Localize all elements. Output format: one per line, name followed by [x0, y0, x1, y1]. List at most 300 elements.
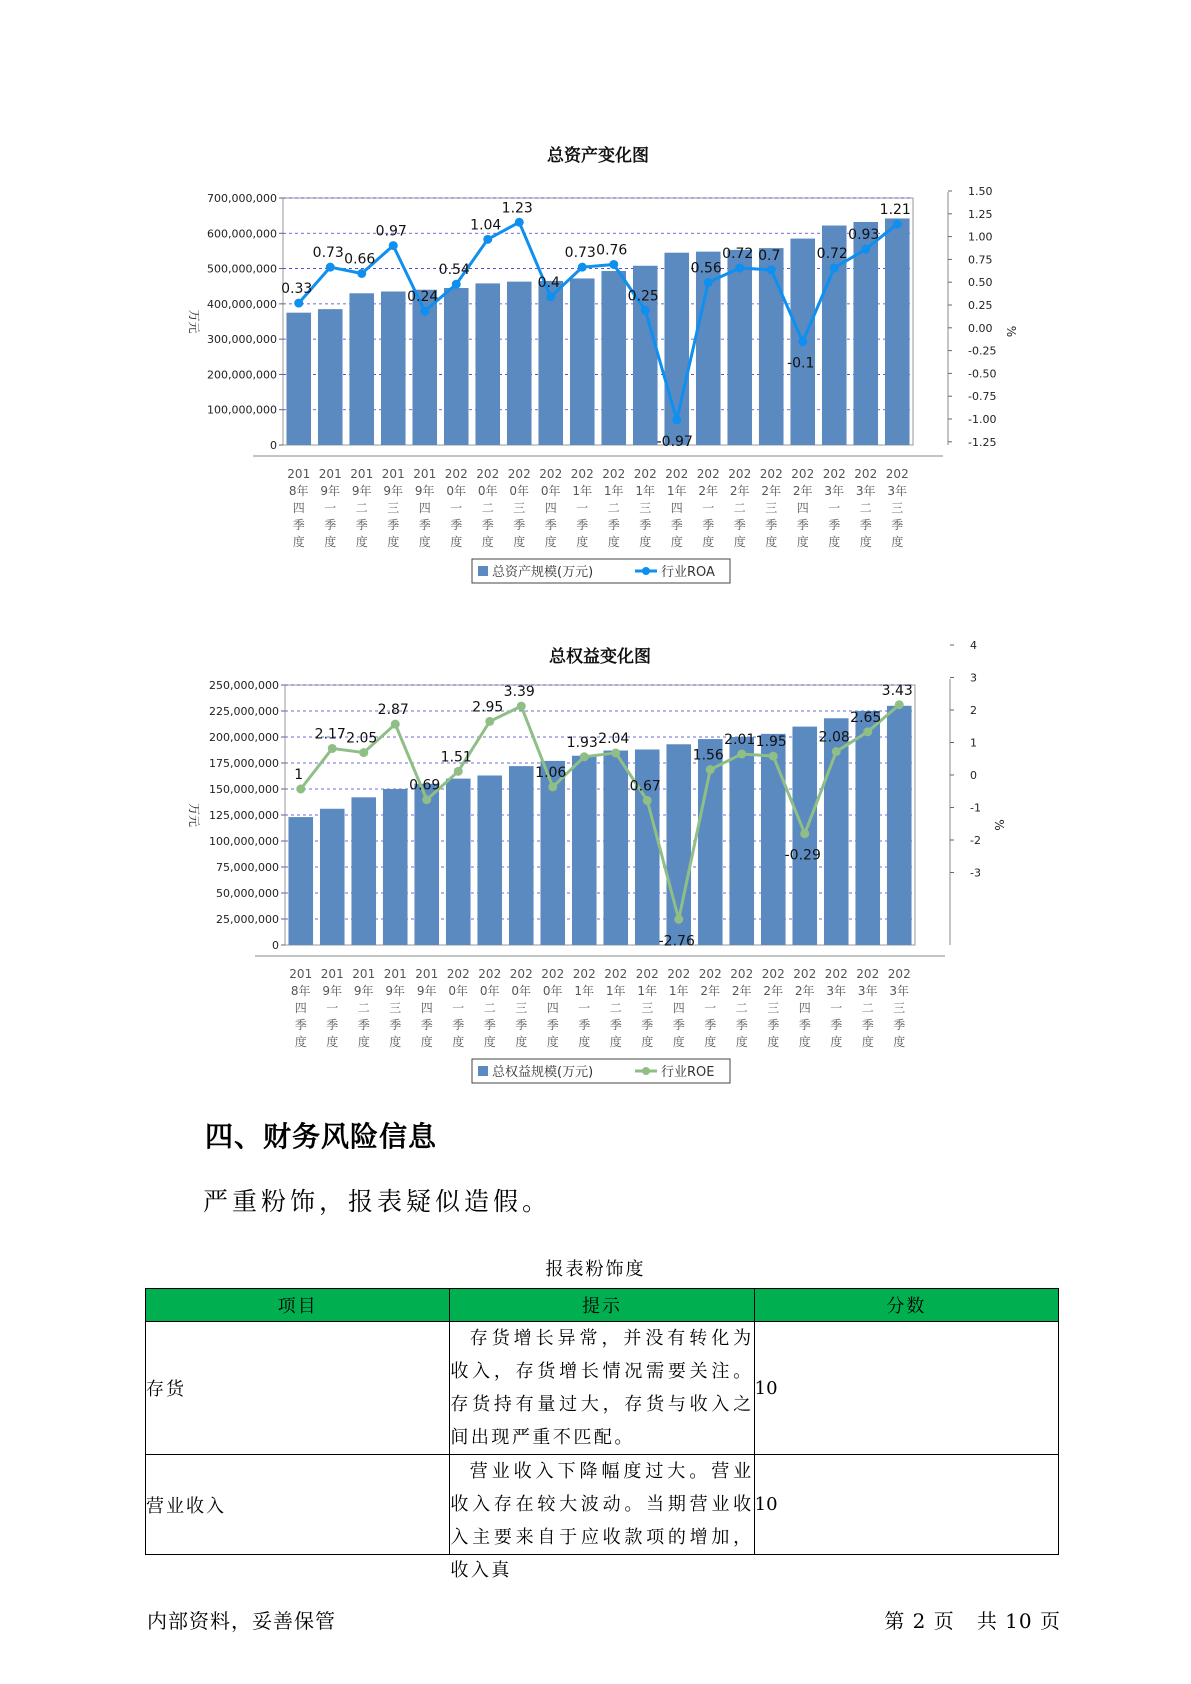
data-label: 0.93 [848, 227, 880, 244]
x-tick-label-line: 9年 [385, 984, 406, 998]
x-tick-label-line: 2年 [763, 984, 784, 998]
data-label: 1.23 [501, 200, 533, 217]
x-tick-label-line: 202 [730, 967, 754, 981]
x-tick-label-line: 季 [704, 1018, 717, 1032]
table-row [146, 1322, 1059, 1455]
x-tick-label [382, 467, 405, 549]
series-point [769, 752, 778, 761]
x-tick-label-line: 201 [289, 967, 313, 981]
data-label: 0.24 [407, 289, 439, 306]
bar [318, 309, 343, 445]
series-point [515, 218, 524, 227]
bar [477, 775, 502, 945]
x-tick-label [825, 967, 848, 1049]
x-tick-label-line: 度 [450, 535, 463, 549]
data-label: 3.39 [503, 684, 535, 701]
x-tick-label-line: 度 [576, 535, 589, 549]
x-tick-label-line: 季 [481, 518, 494, 532]
data-label: 1.56 [692, 747, 724, 764]
x-tick-label [571, 467, 594, 549]
x-tick-label-line: 1年 [572, 484, 593, 498]
footer-page-number: 第 2 页 共 10 页 [884, 1609, 1061, 1633]
x-tick-label-line: 季 [450, 518, 463, 532]
x-tick-label-line: 度 [641, 1035, 654, 1049]
x-tick-label-line: 季 [546, 1018, 559, 1032]
x-tick-label-line: 202 [507, 467, 531, 481]
x-tick-label [478, 967, 501, 1049]
right-tick-label: 0 [970, 769, 977, 782]
bar [572, 756, 597, 945]
series-point [517, 702, 526, 711]
x-tick-label-line: 度 [515, 1035, 528, 1049]
x-tick-label-line: 季 [861, 1018, 874, 1032]
data-label: 0.4 [537, 274, 560, 291]
x-tick-label-line: 季 [767, 1018, 780, 1032]
x-tick-label-line: 202 [444, 467, 468, 481]
x-tick-label-line: 季 [828, 518, 841, 532]
left-tick-label: 700,000,000 [207, 192, 277, 205]
x-tick-label-line: 201 [413, 467, 437, 481]
right-tick-label: 1.50 [968, 185, 993, 198]
series-point [326, 263, 335, 272]
data-label: 0.54 [438, 262, 470, 279]
right-tick-label: 0.75 [968, 253, 993, 267]
x-tick-label-line: 季 [639, 518, 652, 532]
x-tick-label [888, 967, 911, 1049]
x-tick-label-line: 三 [389, 1001, 402, 1015]
x-tick-label-line: 202 [698, 967, 722, 981]
left-tick-label: 100,000,000 [207, 403, 277, 417]
x-tick-label-line: 度 [418, 535, 431, 549]
legend-bar-swatch [478, 566, 488, 576]
x-tick-label-line: 8年 [290, 984, 311, 998]
x-tick-label-line: 202 [856, 967, 880, 981]
x-tick-label [352, 967, 375, 1049]
series-point [832, 747, 841, 756]
x-tick-label-line: 四 [672, 1001, 685, 1015]
x-tick-label [445, 467, 468, 549]
x-tick-label-line: 1年 [603, 484, 624, 498]
x-tick-label-line: 202 [885, 467, 909, 481]
x-tick-label [602, 467, 625, 549]
series-point [580, 752, 589, 761]
x-tick-label [476, 467, 499, 549]
series-point [296, 785, 305, 794]
series-point [359, 748, 368, 757]
x-tick-label-line: 度 [420, 1035, 433, 1049]
x-tick-label-line: 2年 [700, 984, 721, 998]
x-tick-label-line: 度 [481, 535, 494, 549]
x-tick-label [697, 467, 720, 549]
right-tick-label: -1 [970, 801, 981, 815]
row-item: 存货 [146, 1322, 450, 1455]
x-tick-label-line: 1年 [666, 484, 687, 498]
x-tick-label [762, 967, 785, 1049]
x-tick-label [856, 967, 879, 1049]
x-tick-label-line: 202 [791, 467, 815, 481]
right-tick-label: 1.00 [968, 230, 993, 244]
series-point [798, 337, 807, 346]
x-tick-label-line: 0年 [477, 484, 498, 498]
x-tick-label-line: 3年 [857, 984, 878, 998]
left-tick-label: 225,000,000 [209, 705, 279, 718]
x-tick-label [350, 467, 373, 549]
x-tick-label-line: 季 [641, 1018, 654, 1032]
legend-line-label: 行业ROA [661, 565, 715, 580]
data-label: 0.67 [629, 778, 661, 795]
total-equity-chart [0, 635, 1191, 1090]
x-tick-label [508, 467, 531, 549]
data-label: 1.04 [470, 217, 502, 234]
legend-line-marker [642, 567, 650, 575]
x-tick-label-line: 1年 [635, 484, 656, 498]
x-tick-label-line: 202 [633, 467, 657, 481]
x-tick-label-line: 202 [602, 467, 626, 481]
left-tick-label: 175,000,000 [209, 757, 279, 770]
right-tick-label: 2 [970, 704, 977, 717]
legend [472, 559, 730, 583]
x-tick-label-line: 四 [292, 501, 305, 515]
chart-title: 总资产变化图 [547, 146, 649, 166]
x-tick-label-line: 度 [702, 535, 715, 549]
x-tick-label [636, 967, 659, 1049]
left-tick-label: 125,000,000 [209, 809, 279, 822]
x-tick-label-line: 202 [761, 967, 785, 981]
right-tick-label: -2 [970, 834, 981, 847]
x-tick-label [287, 467, 310, 549]
bar [538, 281, 563, 445]
data-label: 0.73 [564, 245, 596, 262]
x-tick-label-line: 度 [389, 1035, 402, 1049]
x-tick-label-line: 202 [509, 967, 533, 981]
x-tick-label-line: 度 [704, 1035, 717, 1049]
legend-line-marker [642, 1067, 650, 1075]
series-point [863, 727, 872, 736]
x-tick-label-line: 四 [544, 501, 557, 515]
bar [351, 797, 376, 945]
x-tick-label-line: 季 [324, 518, 337, 532]
chart-title: 总权益变化图 [549, 647, 651, 667]
x-tick-label-line: 9年 [353, 984, 374, 998]
bar [759, 248, 784, 445]
x-tick-label-line: 202 [478, 967, 502, 981]
x-tick-label [319, 467, 342, 549]
left-tick-label: 75,000,000 [216, 861, 279, 874]
x-tick-label-line: 202 [824, 967, 848, 981]
row-hint-text: 存货增长异常，并没有转化为收入，存货增长情况需要关注。存货持有量过大，存货与收入之间出现严重不匹配。 [450, 1328, 754, 1448]
data-label: 1.93 [566, 734, 598, 751]
x-tick-label-line: 度 [765, 535, 778, 549]
left-tick-label: 200,000,000 [207, 368, 277, 382]
x-tick-label-line: 202 [604, 967, 628, 981]
left-tick-label: 25,000,000 [216, 913, 279, 926]
x-tick-label-line: 8年 [288, 484, 309, 498]
x-tick-label [730, 967, 753, 1049]
x-tick-label-line: 四 [420, 1001, 433, 1015]
x-tick-label-line: 9年 [322, 984, 343, 998]
right-tick-label: 0.25 [968, 299, 993, 312]
x-tick-label [539, 467, 562, 549]
x-tick-label [699, 967, 722, 1049]
row-hint [450, 1322, 754, 1455]
x-tick-label-line: 一 [704, 1001, 717, 1015]
x-tick-label-line: 二 [481, 501, 494, 515]
x-tick-label-line: 202 [728, 467, 752, 481]
x-tick-label-line: 度 [326, 1035, 339, 1049]
data-label: -0.1 [787, 355, 815, 372]
data-label: 0.7 [758, 247, 781, 264]
series-point [609, 260, 618, 269]
x-tick-label-line: 度 [733, 535, 746, 549]
x-tick-label-line: 201 [381, 467, 405, 481]
data-label: 2.95 [472, 699, 504, 716]
x-tick-label-line: 1年 [574, 984, 595, 998]
x-tick-label-line: 季 [387, 518, 400, 532]
data-label: 0.76 [596, 242, 628, 259]
right-tick-label: -1.00 [968, 413, 997, 426]
data-label: -0.97 [656, 433, 693, 450]
data-label: 0.56 [690, 260, 722, 277]
x-tick-label-line: 3年 [887, 484, 908, 498]
x-tick-label-line: 季 [357, 1018, 370, 1032]
x-tick-label-line: 度 [513, 535, 526, 549]
series-point [706, 765, 715, 774]
series-point [391, 720, 400, 729]
series-point [800, 829, 809, 838]
bar [383, 789, 408, 945]
x-tick-label-line: 201 [350, 467, 374, 481]
data-label: 1.06 [535, 764, 567, 781]
series-point [357, 269, 366, 278]
x-tick-label-line: 度 [670, 535, 683, 549]
bar [727, 250, 752, 445]
bar [885, 218, 910, 445]
x-tick-label [321, 967, 344, 1049]
x-tick-label-line: 1年 [637, 984, 658, 998]
row-hint [450, 1455, 754, 1581]
data-label: 2.65 [850, 709, 882, 726]
x-tick-label-line: 3年 [826, 984, 847, 998]
x-tick-label-line: 四 [796, 501, 809, 515]
x-tick-label-line: 二 [733, 501, 746, 515]
series-point [674, 915, 683, 924]
x-tick-label-line: 季 [389, 1018, 402, 1032]
x-tick-label-line: 一 [450, 501, 463, 515]
x-tick-label-line: 201 [287, 467, 311, 481]
x-tick-label-line: 2年 [794, 984, 815, 998]
x-tick-label-line: 季 [891, 518, 904, 532]
x-tick-label-line: 季 [735, 1018, 748, 1032]
bar [286, 313, 311, 445]
x-tick-label-line: 季 [796, 518, 809, 532]
row-score: 10 [754, 1322, 1058, 1455]
x-tick-label-line: 二 [609, 1001, 622, 1015]
data-label: 2.17 [314, 726, 346, 743]
x-tick-label-line: 2年 [792, 484, 813, 498]
x-tick-label [604, 967, 627, 1049]
left-tick-label: 50,000,000 [216, 887, 279, 900]
series-point [735, 264, 744, 273]
right-tick-label: -1.25 [968, 435, 997, 449]
bar [570, 278, 595, 445]
x-tick-label-line: 二 [357, 1001, 370, 1015]
x-tick-label-line: 202 [446, 967, 470, 981]
x-tick-label-line: 季 [578, 1018, 591, 1032]
bar [381, 292, 406, 445]
x-tick-label-line: 202 [854, 467, 878, 481]
total-equity-chart-svg [0, 635, 1191, 1090]
x-tick-label [791, 467, 814, 549]
x-tick-label-line: 度 [324, 535, 337, 549]
x-tick-label [634, 467, 657, 549]
data-label: 0.72 [722, 246, 754, 263]
x-tick-label-line: 季 [702, 518, 715, 532]
risk-table [145, 1288, 1059, 1581]
x-tick-label-line: 季 [452, 1018, 465, 1032]
x-tick-label-line: 二 [861, 1001, 874, 1015]
header-hint: 提示 [450, 1289, 754, 1322]
x-tick-label [793, 967, 816, 1049]
x-tick-label-line: 度 [607, 535, 620, 549]
right-tick-label: 0.00 [968, 321, 993, 335]
total-assets-chart [0, 135, 1191, 590]
x-tick-label [886, 467, 909, 549]
series-point [294, 299, 303, 308]
series-point [893, 220, 902, 229]
left-tick-label: 400,000,000 [207, 297, 277, 311]
x-tick-label-line: 201 [320, 967, 344, 981]
x-tick-label-line: 度 [483, 1035, 496, 1049]
y-axis-title: 万元 [187, 309, 201, 334]
x-tick-label-line: 1年 [668, 984, 689, 998]
x-tick-label [667, 967, 690, 1049]
x-tick-label-line: 度 [830, 1035, 843, 1049]
x-tick-label-line: 2年 [731, 984, 752, 998]
bar [761, 734, 786, 945]
x-tick-label-line: 9年 [416, 984, 437, 998]
bar [507, 282, 532, 445]
data-label: 2.87 [377, 702, 409, 719]
x-tick-label-line: 季 [355, 518, 368, 532]
x-tick-label-line: 四 [670, 501, 683, 515]
bar [887, 706, 912, 945]
x-tick-label-line: 度 [544, 535, 557, 549]
data-label: 2.08 [818, 729, 850, 746]
x-tick-label [447, 967, 470, 1049]
x-tick-label-line: 一 [324, 501, 337, 515]
data-label: 0.33 [281, 281, 313, 298]
x-tick-label-line: 3年 [855, 484, 876, 498]
x-tick-label-line: 201 [318, 467, 342, 481]
data-label: 2.05 [346, 730, 378, 747]
bar [729, 737, 754, 945]
series-point [643, 796, 652, 805]
x-tick-label-line: 季 [294, 1018, 307, 1032]
bar [320, 809, 345, 945]
x-tick-label [760, 467, 783, 549]
x-tick-label-line: 度 [828, 535, 841, 549]
x-tick-label-line: 度 [798, 1035, 811, 1049]
table-header-row [146, 1289, 1059, 1322]
x-tick-label [413, 467, 436, 549]
section-heading: 四、财务风险信息 [205, 1120, 438, 1153]
x-tick-label-line: 202 [665, 467, 689, 481]
series-point [483, 235, 492, 244]
right-tick-label: -3 [970, 866, 981, 880]
x-tick-label-line: 度 [639, 535, 652, 549]
x-tick-label-line: 度 [796, 535, 809, 549]
row-hint-text: 营业收入下降幅度过大。营业收入存在较大波动。当期营业收入主要来自于应收款项的增加，收入真 [450, 1461, 754, 1581]
data-label: 0.25 [627, 288, 659, 305]
x-tick-label-line: 季 [798, 1018, 811, 1032]
x-tick-label-line: 季 [670, 518, 683, 532]
series-point [767, 265, 776, 274]
left-tick-label: 600,000,000 [207, 227, 277, 241]
x-tick-label-line: 202 [635, 967, 659, 981]
x-tick-label-line: 度 [891, 535, 904, 549]
x-tick-label [289, 967, 312, 1049]
x-tick-label-line: 1年 [605, 984, 626, 998]
x-tick-label-line: 2年 [698, 484, 719, 498]
x-tick-label-line: 202 [759, 467, 783, 481]
bar [475, 283, 500, 445]
data-label: 2.04 [598, 730, 630, 747]
x-tick-label-line: 度 [893, 1035, 906, 1049]
series-point [422, 795, 431, 804]
series-point [546, 292, 555, 301]
left-tick-label: 200,000,000 [209, 731, 279, 744]
x-tick-label-line: 0年 [511, 984, 532, 998]
right-tick-label: 1 [970, 736, 977, 750]
series-point [420, 307, 429, 316]
series-point [328, 744, 337, 753]
right-tick-label: 3 [970, 671, 977, 685]
y2-axis-title: % [1004, 325, 1018, 338]
x-tick-label-line: 一 [326, 1001, 339, 1015]
x-tick-label [415, 967, 438, 1049]
x-tick-label-line: 202 [539, 467, 563, 481]
data-label: 1 [294, 767, 304, 783]
x-tick-label-line: 三 [891, 501, 904, 515]
x-tick-label-line: 三 [513, 501, 526, 515]
x-tick-label-line: 三 [639, 501, 652, 515]
x-tick-label-line: 0年 [540, 484, 561, 498]
header-score: 分数 [754, 1289, 1058, 1322]
x-tick-label-line: 四 [418, 501, 431, 515]
x-tick-label-line: 二 [607, 501, 620, 515]
header-item: 项目 [146, 1289, 450, 1322]
x-tick-label-line: 一 [452, 1001, 465, 1015]
x-tick-label-line: 季 [420, 1018, 433, 1032]
left-tick-label: 0 [270, 439, 277, 452]
x-tick-label-line: 201 [352, 967, 376, 981]
x-tick-label-line: 二 [355, 501, 368, 515]
data-label: -0.29 [784, 847, 821, 864]
left-tick-label: 100,000,000 [209, 835, 279, 848]
series-point [641, 306, 650, 315]
x-tick-label-line: 四 [546, 1001, 559, 1015]
x-tick-label-line: 202 [887, 967, 911, 981]
series-point [830, 264, 839, 273]
series-point [389, 241, 398, 250]
x-tick-label-line: 季 [576, 518, 589, 532]
bar [349, 293, 374, 445]
series-point [548, 782, 557, 791]
y2-axis-title: % [992, 819, 1006, 831]
x-tick-label-line: 202 [541, 967, 565, 981]
legend-line-label: 行业ROE [661, 1065, 715, 1080]
x-tick-label-line: 一 [702, 501, 715, 515]
